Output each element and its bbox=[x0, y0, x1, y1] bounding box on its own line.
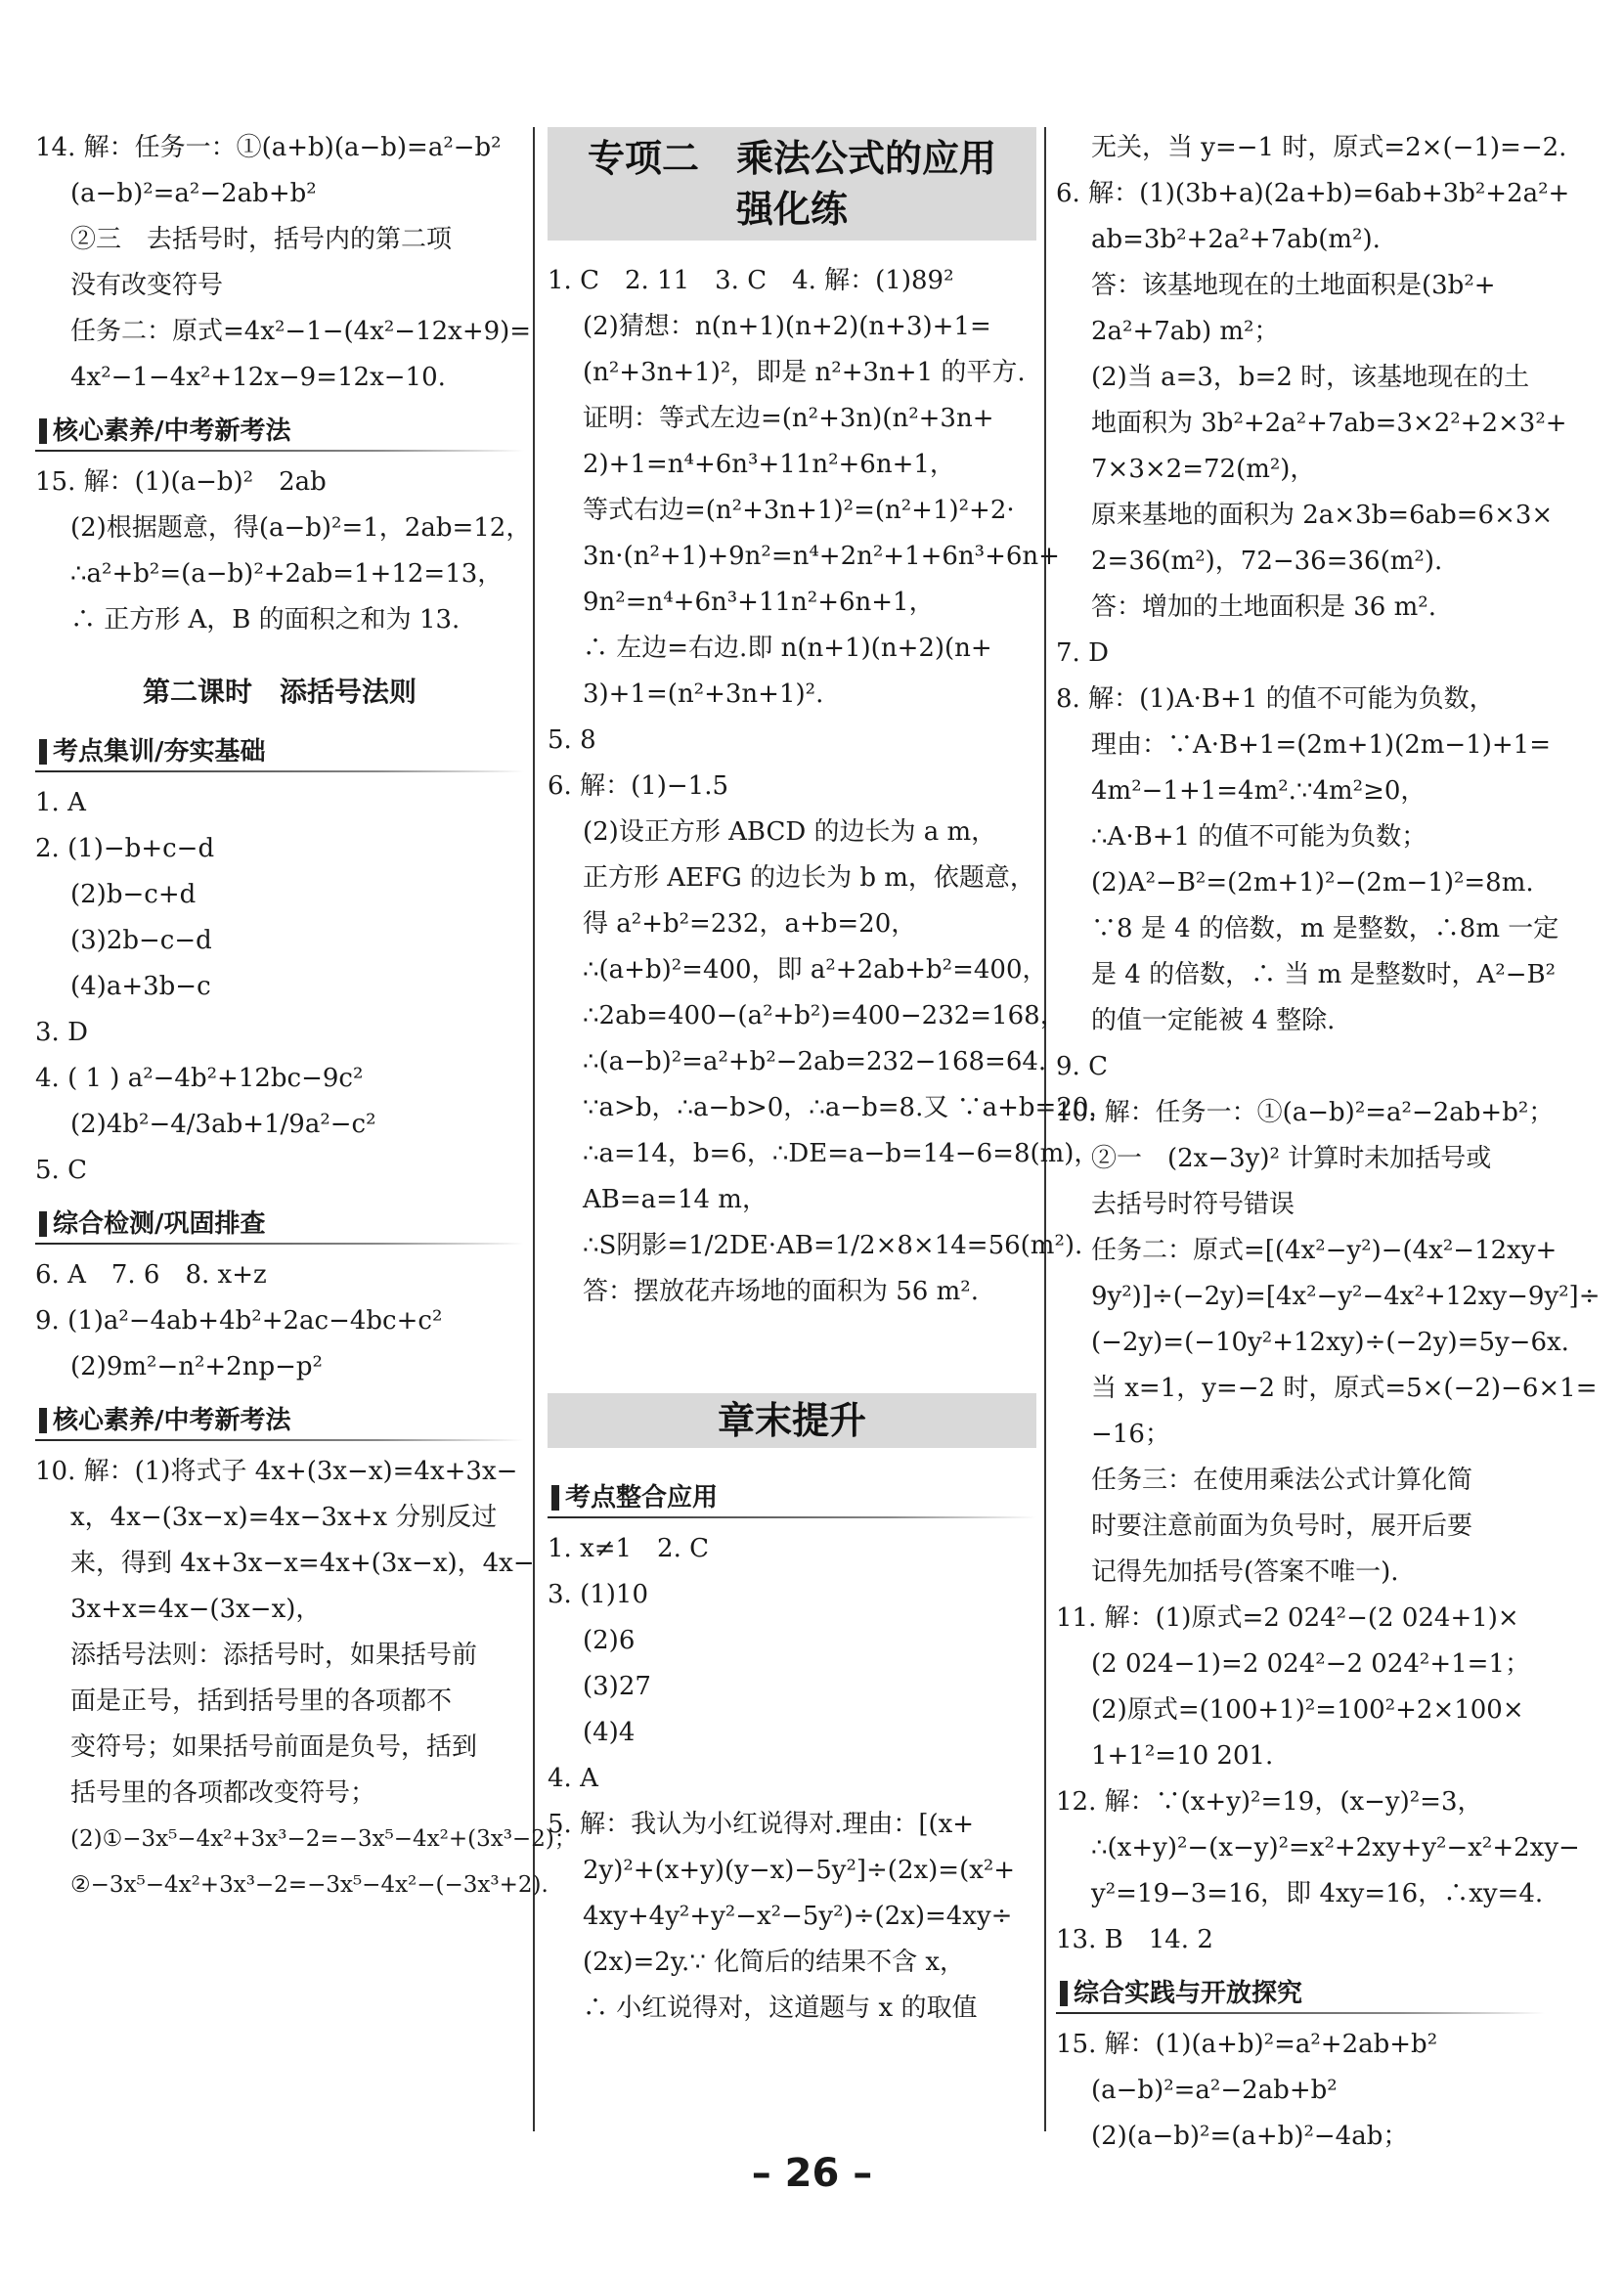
text-line: 15. 解：(1)(a−b)² 2ab bbox=[35, 467, 327, 497]
text-line: 5. 解：我认为小红说得对.理由：[(x+ bbox=[548, 1810, 975, 1839]
text-line: 11. 解：(1)原式=2 024²−(2 024+1)× bbox=[1056, 1603, 1519, 1633]
text-line: ∴a²+b²=(a−b)²+2ab=1+12=13， bbox=[70, 559, 504, 589]
text-line: ab=3b²+2a²+7ab(m²). bbox=[1091, 225, 1381, 254]
text-line: 6. 解：(1)−1.5 bbox=[548, 771, 729, 801]
section-heading-core-literacy: 核心素养/中考新考法 bbox=[35, 411, 524, 452]
text-line: ∴ 左边=右边.即 n(n+1)(n+2)(n+ bbox=[583, 634, 992, 663]
text-line: AB=a=14 m， bbox=[583, 1185, 768, 1214]
text-line: (2)(a−b)²=(a+b)²−4ab； bbox=[1091, 2122, 1409, 2151]
text-line: 答：摆放花卉场地的面积为 56 m². bbox=[583, 1277, 979, 1306]
text-line: ∴2ab=400−(a²+b²)=400−232=168， bbox=[583, 1001, 1066, 1030]
text-line: (2)6 bbox=[583, 1626, 636, 1655]
text-line: 的值一定能被 4 整除. bbox=[1091, 1006, 1336, 1035]
text-line: 6. A 7. 6 8. x+z bbox=[35, 1260, 267, 1290]
text-line: 2. (1)−b+c−d bbox=[35, 834, 215, 863]
text-line: 2=36(m²)，72−36=36(m²). bbox=[1091, 547, 1443, 576]
column-3 bbox=[1056, 125, 1601, 2160]
text-line: ∴(x+y)²−(x−y)²=x²+2xy+y²−x²+2xy− bbox=[1091, 1833, 1580, 1863]
text-line: 4. A bbox=[548, 1764, 598, 1793]
check-answers bbox=[35, 1252, 524, 1390]
text-line: (3)27 bbox=[583, 1672, 651, 1701]
text-line: (2)猜想：n(n+1)(n+2)(n+3)+1= bbox=[583, 312, 991, 341]
text-line: 添括号法则：添括号时，如果括号前 bbox=[70, 1641, 478, 1670]
text-line: 是 4 的倍数，∴ 当 m 是整数时，A²−B² bbox=[1091, 960, 1557, 989]
text-line: 面是正号，括到括号里的各项都不 bbox=[70, 1687, 453, 1716]
text-line: 去括号时符号错误 bbox=[1091, 1190, 1295, 1219]
text-line: (4)4 bbox=[583, 1718, 636, 1747]
text-line: (2)b−c+d bbox=[70, 880, 197, 909]
text-line: 10. 解：(1)将式子 4x+(3x−x)=4x+3x− bbox=[35, 1457, 518, 1486]
text-line: ∴(a+b)²=400，即 a²+2ab+b²=400， bbox=[583, 955, 1048, 985]
text-line: 4m²−1+1=4m².∵4m²≥0， bbox=[1091, 776, 1426, 806]
text-line: 得 a²+b²=232，a+b=20， bbox=[583, 909, 917, 939]
text-line: 任务二：原式=4x²−1−(4x²−12x+9)= bbox=[70, 317, 532, 346]
text-line: 记得先加括号(答案不唯一). bbox=[1091, 1557, 1399, 1587]
text-line: (2)A²−B²=(2m+1)²−(2m−1)²=8m. bbox=[1091, 868, 1534, 898]
text-line: 地面积为 3b²+2a²+7ab=3×2²+2×3²+ bbox=[1091, 409, 1567, 438]
text-line: 4. ( 1 ) a²−4b²+12bc−9c² bbox=[35, 1064, 364, 1093]
text-line: ②−3x⁵−4x²+3x³−2=−3x⁵−4x²−(−3x³+2). bbox=[70, 1872, 549, 1898]
section-heading-practice: 综合实践与开放探究 bbox=[1056, 1973, 1545, 2014]
text-line: 7. D bbox=[1056, 638, 1109, 668]
section-heading-basics: 考点集训/夯实基础 bbox=[35, 731, 524, 772]
page-number: – 26 – bbox=[751, 2151, 873, 2196]
text-line: ∴a=14，b=6，∴DE=a−b=14−6=8(m)， bbox=[583, 1139, 1100, 1168]
text-line: 任务二：原式=[(4x²−y²)−(4x²−12xy+ bbox=[1091, 1236, 1558, 1265]
text-line: 原来基地的面积为 2a×3b=6ab=6×3× bbox=[1091, 501, 1554, 530]
text-line: 15. 解：(1)(a+b)²=a²+2ab+b² bbox=[1056, 2030, 1438, 2059]
text-line: ∴A·B+1 的值不可能为负数； bbox=[1091, 822, 1427, 852]
text-line: 没有改变符号 bbox=[70, 271, 224, 300]
text-line: ∴(a−b)²=a²+b²−2ab=232−168=64. bbox=[583, 1047, 1047, 1076]
chapter-banner: 章末提升 bbox=[548, 1393, 1036, 1448]
q15-answer bbox=[35, 460, 532, 643]
text-line: (2)根据题意，得(a−b)²=1，2ab=12， bbox=[70, 513, 532, 543]
topic-title-line-1: 专项二 乘法公式的应用 bbox=[587, 137, 996, 180]
text-line: 9. (1)a²−4ab+4b²+2ac−4bc+c² bbox=[35, 1306, 443, 1336]
basic-answers bbox=[35, 780, 524, 1194]
q14-answer bbox=[35, 125, 532, 401]
text-line: 14. 解：任务一：①(a+b)(a−b)=a²−b² bbox=[35, 133, 502, 162]
chapter-answers bbox=[548, 1526, 1036, 2032]
text-line: (2 024−1)=2 024²−2 024²+1=1； bbox=[1091, 1649, 1530, 1679]
text-line: 1+1²=10 201. bbox=[1091, 1741, 1274, 1771]
text-line: 3n·(n²+1)+9n²=n⁴+2n²+1+6n³+6n+ bbox=[583, 542, 1060, 571]
text-line: 当 x=1，y=−2 时，原式=5×(−2)−6×1= bbox=[1091, 1374, 1598, 1403]
text-line: (2)设正方形 ABCD 的边长为 a m， bbox=[583, 817, 997, 847]
text-line: 3)+1=(n²+3n+1)². bbox=[583, 679, 824, 709]
text-line: 4xy+4y²+y²−x²−5y²)÷(2x)=4xy÷ bbox=[583, 1902, 1013, 1931]
text-line: (3)2b−c−d bbox=[70, 926, 212, 955]
text-line: ∴S阴影=1/2DE·AB=1/2×8×14=56(m²). bbox=[583, 1231, 1083, 1260]
text-line: 等式右边=(n²+3n+1)²=(n²+1)²+2· bbox=[583, 496, 1015, 525]
text-line: (2)原式=(100+1)²=100²+2×100× bbox=[1091, 1695, 1524, 1725]
text-line: 13. B 14. 2 bbox=[1056, 1925, 1213, 1954]
text-line: 括号里的各项都改变符号； bbox=[70, 1778, 376, 1808]
text-line: 5. C bbox=[35, 1156, 87, 1185]
text-line: 时要注意前面为负号时，展开后要 bbox=[1091, 1512, 1473, 1541]
text-line: 2a²+7ab) m²； bbox=[1091, 317, 1280, 346]
text-line: (2x)=2y.∵ 化简后的结果不含 x， bbox=[583, 1948, 966, 1977]
text-line: 9. C bbox=[1056, 1052, 1108, 1081]
text-line: ∴ 小红说得对，这道题与 x 的取值 bbox=[583, 1994, 978, 2023]
text-line: 4x²−1−4x²+12x−9=12x−10. bbox=[70, 363, 446, 392]
text-line: 6. 解：(1)(3b+a)(2a+b)=6ab+3b²+2a²+ bbox=[1056, 179, 1570, 208]
text-line: 12. 解：∵(x+y)²=19，(x−y)²=3， bbox=[1056, 1787, 1483, 1817]
text-line: 理由：∵A·B+1=(2m+1)(2m−1)+1= bbox=[1091, 730, 1551, 760]
text-line: 任务三：在使用乘法公式计算化简 bbox=[1091, 1466, 1473, 1495]
text-line: 8. 解：(1)A·B+1 的值不可能为负数， bbox=[1056, 684, 1495, 714]
topic-title-line-2: 强化练 bbox=[735, 188, 848, 231]
text-line: 答：该基地现在的土地面积是(3b²+ bbox=[1091, 271, 1496, 300]
text-line: x，4x−(3x−x)=4x−3x+x 分别反过 bbox=[70, 1503, 498, 1532]
text-line: 答：增加的土地面积是 36 m². bbox=[1091, 592, 1436, 622]
text-line: 3. D bbox=[35, 1018, 88, 1047]
text-line: 2)+1=n⁴+6n³+11n²+6n+1， bbox=[583, 450, 955, 479]
text-line: 变符号；如果括号前面是负号，括到 bbox=[70, 1732, 478, 1762]
column-3-answers bbox=[1056, 125, 1601, 1963]
text-line: 9y²)]÷(−2y)=[4x²−y²−4x²+12xy−9y²]÷ bbox=[1091, 1282, 1601, 1311]
section-heading-core-literacy-2: 核心素养/中考新考法 bbox=[35, 1400, 524, 1441]
text-line: 3x+x=4x−(3x−x)， bbox=[70, 1595, 322, 1624]
text-line: 7×3×2=72(m²)， bbox=[1091, 455, 1316, 484]
text-line: 3. (1)10 bbox=[548, 1580, 648, 1609]
text-line: ∴ 正方形 A，B 的面积之和为 13. bbox=[70, 605, 461, 635]
section-heading-integration: 考点整合应用 bbox=[548, 1477, 1036, 1518]
text-line: 2y)²+(x+y)(y−x)−5y²]÷(2x)=(x²+ bbox=[583, 1856, 1016, 1885]
text-line: 正方形 AEFG 的边长为 b m，依题意， bbox=[583, 863, 1035, 893]
section-heading-comprehensive-check: 综合检测/巩固排查 bbox=[35, 1204, 524, 1245]
text-line: (n²+3n+1)²，即是 n²+3n+1 的平方. bbox=[583, 358, 1026, 387]
text-line: (a−b)²=a²−2ab+b² bbox=[70, 179, 317, 208]
text-line: 10. 解：任务一：①(a−b)²=a²−2ab+b²； bbox=[1056, 1098, 1555, 1127]
text-line: ②一 (2x−3y)² 计算时未加括号或 bbox=[1091, 1144, 1492, 1173]
text-line: 9n²=n⁴+6n³+11n²+6n+1， bbox=[583, 588, 935, 617]
text-line: (−2y)=(−10y²+12xy)÷(−2y)=5y−6x. bbox=[1091, 1328, 1569, 1357]
text-line: y²=19−3=16，即 4xy=16，∴xy=4. bbox=[1091, 1879, 1544, 1908]
q15-practice-answer bbox=[1056, 2022, 1545, 2160]
text-line: (2)4b²−4/3ab+1/9a²−c² bbox=[70, 1110, 376, 1139]
lesson-title: 第二课时 添括号法则 bbox=[142, 676, 417, 708]
topic-banner bbox=[548, 127, 1036, 241]
text-line: ∵8 是 4 的倍数，m 是整数，∴8m 一定 bbox=[1091, 914, 1559, 943]
text-line: (2)当 a=3，b=2 时，该基地现在的土 bbox=[1091, 363, 1530, 392]
text-line: −16； bbox=[1091, 1420, 1170, 1449]
text-line: (a−b)²=a²−2ab+b² bbox=[1091, 2076, 1338, 2105]
text-line: (2)9m²−n²+2np−p² bbox=[70, 1352, 323, 1381]
text-line: 证明：等式左边=(n²+3n)(n²+3n+ bbox=[583, 404, 994, 433]
text-line: 无关，当 y=−1 时，原式=2×(−1)=−2. bbox=[1091, 133, 1567, 162]
text-line: 来，得到 4x+3x−x=4x+(3x−x)，4x− bbox=[70, 1549, 535, 1578]
text-line: 1. A bbox=[35, 788, 86, 817]
text-line: 5. 8 bbox=[548, 725, 596, 755]
text-line: ②三 去括号时，括号内的第二项 bbox=[70, 225, 453, 254]
text-line: ∵a>b，∴a−b>0，∴a−b=8.又 ∵a+b=20， bbox=[583, 1093, 1115, 1122]
text-line: 1. x≠1 2. C bbox=[548, 1534, 710, 1563]
text-line: (4)a+3b−c bbox=[70, 972, 211, 1001]
text-line: (2)①−3x⁵−4x²+3x³−2=−3x⁵−4x²+(3x³−2)； bbox=[70, 1826, 577, 1852]
text-line: 1. C 2. 11 3. C 4. 解：(1)89² bbox=[548, 266, 954, 295]
